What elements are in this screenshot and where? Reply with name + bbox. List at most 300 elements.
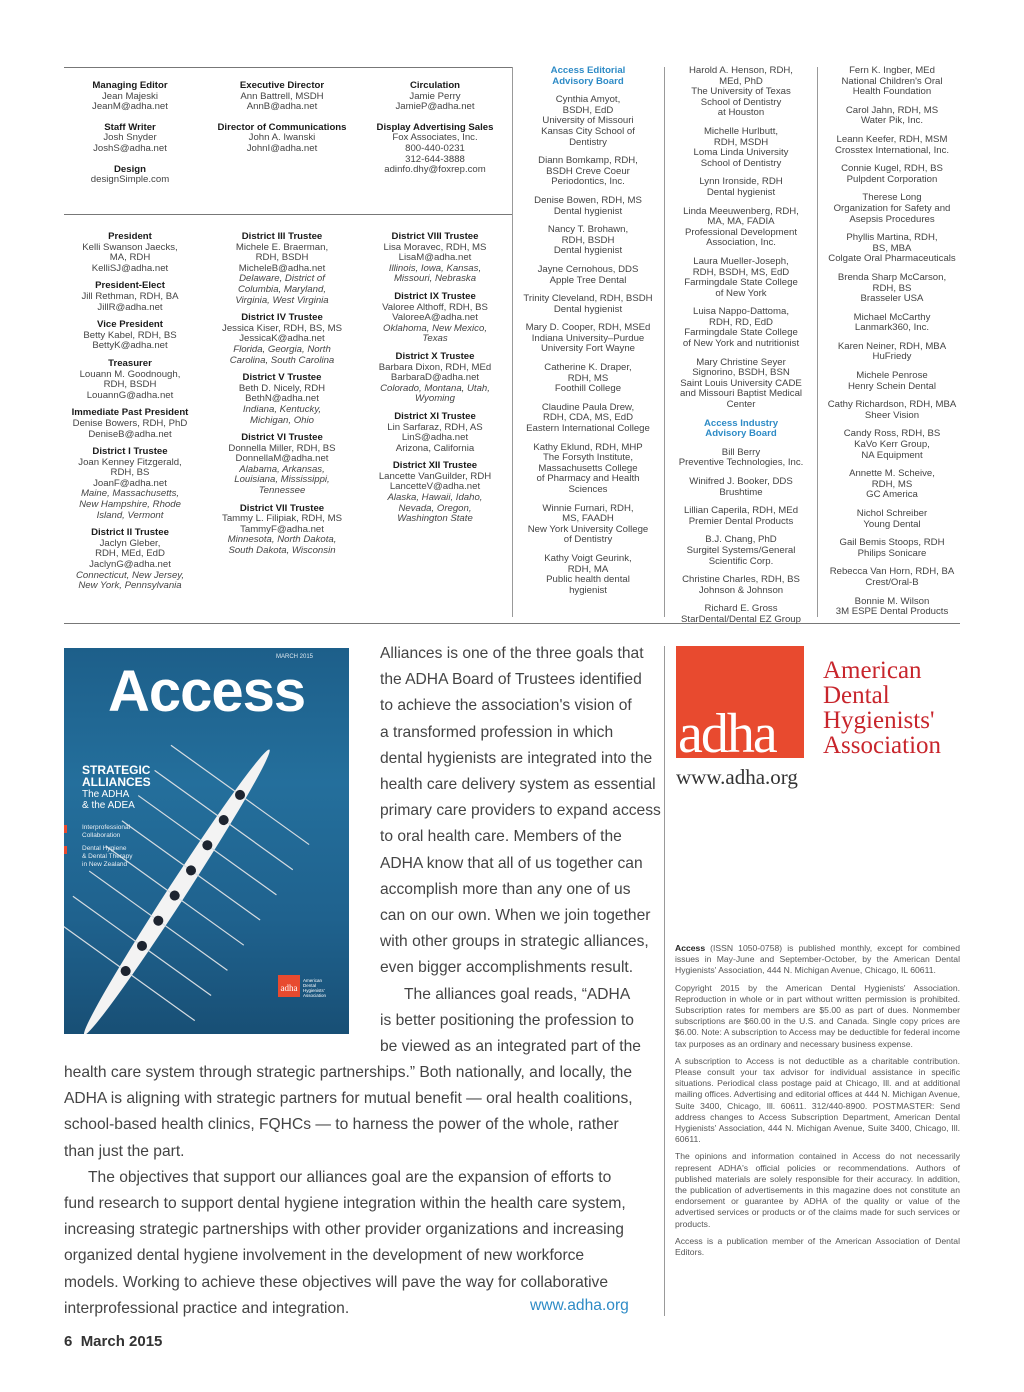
board-member <box>822 313 962 334</box>
entry-line: Tammy L. Filipiak, RDH, MS <box>222 513 342 525</box>
board-member-line: Fern K. Ingber, MEd <box>849 65 935 76</box>
board-member-line: at Houston <box>717 107 765 119</box>
board-member <box>822 164 962 185</box>
board-member-line: Laura Mueller-Joseph, <box>693 255 789 267</box>
article-line: increasing strategic partnerships with other provider organizations and increasing <box>64 1221 624 1239</box>
cover-adha-logo: adha <box>278 975 300 997</box>
board-member-line: Michelle Hurlbutt, <box>703 125 779 137</box>
entry-line: JamieP@adha.net <box>395 101 475 113</box>
board-member <box>822 509 962 530</box>
board-member-line: University Fort Wayne <box>540 343 635 355</box>
board-member-line: Kathy Eklund, RDH, MHP <box>533 441 643 453</box>
entry-line: Lin Sarfaraz, RDH, AS <box>387 421 483 433</box>
entry-region: Michigan, Ohio <box>250 414 314 426</box>
entry-line: designSimple.com <box>90 174 170 186</box>
entry-region: Maine, Massachusetts, <box>80 488 180 500</box>
board-member-line: Kathy Voigt Geurink, <box>544 552 632 564</box>
entry-title: District IX Trustee <box>394 290 476 302</box>
board-member-line: Dental hygienist <box>706 186 776 198</box>
cover-subheadline: The ADHA & the ADEA <box>82 789 135 811</box>
entry-line: LisaM@adha.net <box>398 252 472 264</box>
board-member-line: Leann Keefer, RDH, MSM <box>836 133 948 145</box>
board-member-line: Mary Christine Seyer <box>696 356 786 368</box>
article-line: dental hygienists are integrated into the <box>380 749 653 767</box>
publication-info <box>675 943 960 1264</box>
board-member <box>822 135 962 156</box>
article-line: to achieve the association's vision of <box>380 697 632 715</box>
article-url-link[interactable]: www.adha.org <box>530 1297 629 1314</box>
board-member-line: Farmingdale State College <box>684 327 798 339</box>
board-member-line: Farmingdale State College <box>684 277 798 289</box>
board-member-line: Health Foundation <box>852 86 932 98</box>
entry-region: New Hampshire, Rhode <box>79 499 181 511</box>
board-member <box>516 196 660 217</box>
board-member-line: The University of Texas <box>691 86 791 98</box>
board-member-line: Brenda Sharp McCarson, <box>837 271 947 283</box>
entry-line: JoanF@adha.net <box>93 477 167 489</box>
board-member <box>516 403 660 435</box>
board-member <box>822 193 962 225</box>
entry-region: Washington State <box>397 513 473 525</box>
cover-title: Access <box>108 659 306 724</box>
board-member-line: MEd, PhD <box>719 75 763 87</box>
entry-title: District I Trustee <box>92 446 168 458</box>
entry-region: Nevada, Oregon, <box>398 502 472 514</box>
article-line: Alliances is one of the three goals that <box>380 645 644 662</box>
entry-line: LinS@adha.net <box>401 432 469 444</box>
board-heading-line: Access Industry <box>703 417 779 429</box>
entry-line: Jaclyn Gleber, <box>99 537 161 549</box>
entry-line: RDH, BSDH <box>255 252 309 264</box>
cover-headline: STRATEGIC ALLIANCES <box>82 763 151 789</box>
entry-title: Design <box>114 163 146 175</box>
board-member <box>668 307 814 349</box>
page-number: 6 <box>64 1333 73 1350</box>
column-divider <box>512 67 513 617</box>
board-member-line: Mary D. Cooper, RDH, MSEd <box>525 322 651 334</box>
board-member-line: Foothill College <box>554 383 622 395</box>
entry-region: Indiana, Kentucky, <box>242 403 322 415</box>
membership-paragraph: Access is a publication member of the American Association of Dental Editors. <box>675 1235 960 1258</box>
board-member-line: BSDH, EdD <box>562 104 614 116</box>
board-member-line: Jayne Cernohous, DDS <box>537 263 639 275</box>
board-member-line: Public health dental <box>546 574 630 586</box>
board-member <box>822 469 962 501</box>
article-line: be viewed as an integrated part of the <box>380 1038 641 1056</box>
board-member-line: Colgate Oral Pharmaceuticals <box>828 253 956 265</box>
publication-info-paragraph: Access (ISSN 1050-0758) is published monthly, except for combined issues in May-June and September-October, by the American Dental Hygienists' Association, 444 N. Michigan Avenue, Chicago, IL 60611. <box>675 943 960 976</box>
board-member-line: Loma Linda University <box>693 147 789 159</box>
board-member <box>668 506 814 527</box>
board-member-line: The Forsyth Institute, <box>542 452 634 464</box>
entry-line: JillR@adha.net <box>97 301 163 313</box>
board-member-line: KaVo Kerr Group, <box>854 439 930 451</box>
article-line: to oral health care. Members of the <box>380 828 622 846</box>
board-member-line: Karen Neiner, RDH, MBA <box>837 340 947 352</box>
entry-line: Fox Associates, Inc. <box>392 132 478 144</box>
entry-region: Columbia, Maryland, <box>238 283 326 295</box>
issue-date: March 2015 <box>80 1333 163 1350</box>
board-member-line: Catherine K. Draper, <box>544 362 632 374</box>
copyright-paragraph: Copyright 2015 by the American Dental Hygienists' Association. Reproduction in whole or in part without written permission is prohibited. Subscription rates for members are $5.00 as part of dues. Nonmember subscriptions are $60.00 in the U.S. and Canada. Single copy prices are $6.00. Note: A subscription to Access may be deductible for federal income tax purposes as an ordinary and necessary business expense. <box>675 982 960 1049</box>
board-member <box>822 273 962 305</box>
board-member-line: Signorino, BSDH, BSN <box>692 367 790 379</box>
entry-title: District X Trustee <box>395 350 475 362</box>
board-member-line: Richard E. Gross <box>704 603 778 615</box>
board-member <box>516 265 660 286</box>
board-member-line: BSDH Creve Coeur <box>546 165 630 177</box>
board-member-line: Young Dental <box>863 518 921 530</box>
entry-line: RDH, BS <box>110 467 150 479</box>
board-member-line: Premier Dental Products <box>688 515 794 527</box>
board-member-line: Michael McCarthy <box>853 311 931 323</box>
officers-column-1 <box>64 232 196 599</box>
article-line: can on our own. When we join together <box>380 907 651 925</box>
board-member-line: of Pharmacy and Health <box>536 473 640 485</box>
adha-logo-url[interactable]: www.adha.org <box>676 765 798 789</box>
masthead-entry <box>364 352 506 405</box>
board-member-line: 3M ESPE Dental Products <box>835 606 949 618</box>
board-member-line: Apple Tree Dental <box>549 274 627 286</box>
board-member <box>668 477 814 498</box>
entry-region: Wyoming <box>415 393 455 405</box>
entry-title: District III Trustee <box>241 231 323 242</box>
entry-title: President-Elect <box>95 280 165 292</box>
entry-line: Jamie Perry <box>409 90 461 102</box>
entry-line: JeanM@adha.net <box>92 101 168 113</box>
board-member <box>822 106 962 127</box>
entry-title: Immediate Past President <box>71 407 189 419</box>
board-member-line: Pulpdent Corporation <box>846 173 938 185</box>
article-line: ADHA is aligning with strategic partners for mutual benefit — oral health coalitions, <box>64 1090 633 1108</box>
cover-teaser-1: Interprofessional Collaboration <box>82 824 131 839</box>
page-footer <box>64 1333 162 1350</box>
entry-region: Colorado, Montana, Utah, <box>380 382 490 394</box>
board-member-line: of New York <box>715 287 767 299</box>
board-member <box>668 604 814 625</box>
board-member-line: Asepsis Procedures <box>849 213 935 225</box>
column-divider <box>664 646 665 1316</box>
board-member-line: Scientific Corp. <box>708 555 774 567</box>
board-member <box>822 66 962 98</box>
entry-region: South Dakota, Wisconsin <box>228 545 336 557</box>
article-line: the ADHA Board of Trustees identified <box>380 671 642 689</box>
masthead-entry <box>64 359 196 401</box>
entry-line: LouannG@adha.net <box>86 389 174 401</box>
board-heading <box>516 66 660 87</box>
entry-line: DonnellaM@adha.net <box>235 453 329 465</box>
masthead-entry <box>214 81 350 113</box>
board-heading <box>668 419 814 440</box>
board-member <box>516 443 660 496</box>
cover-logo-text: American Dental Hygienists' Association <box>303 978 327 998</box>
board-member-line: of Dentistry <box>563 534 613 546</box>
article-text-wide <box>64 1060 633 1322</box>
entry-title: Display Advertising Sales <box>376 121 494 133</box>
entry-region: Missouri, Nebraska <box>393 273 477 285</box>
article-line: primary care providers to expand access <box>380 802 661 820</box>
entry-line: Louann M. Goodnough, <box>79 368 181 380</box>
masthead-entry <box>214 373 350 426</box>
board-member-line: Dental hygienist <box>553 303 623 315</box>
entry-title: District VII Trustee <box>239 502 325 514</box>
entry-title: District XII Trustee <box>392 460 478 472</box>
entry-region: Carolina, South Carolina <box>229 354 335 366</box>
masthead-entry <box>64 320 196 352</box>
board-member-line: Henry Schein Dental <box>848 380 936 392</box>
board-member-line: Periodontics, Inc. <box>551 176 625 188</box>
entry-line: Jessica Kiser, RDH, BS, MS <box>222 322 342 334</box>
board-member <box>822 538 962 559</box>
entry-line: LancetteV@adha.net <box>389 481 481 493</box>
masthead-staff-column-3 <box>364 81 506 186</box>
masthead-entry <box>64 81 196 113</box>
entry-title: Executive Director <box>239 80 325 91</box>
article-line: fund research to support dental hygiene integration within the health care system, <box>64 1195 626 1213</box>
board-member-line: B.J. Chang, PhD <box>705 534 777 546</box>
entry-region: Connecticut, New Jersey, <box>75 569 185 581</box>
board-member-line: RDH, BS <box>872 282 912 294</box>
entry-line: Donnella Miller, RDH, BS <box>228 442 336 454</box>
entry-region: Oklahoma, New Mexico, <box>383 322 487 334</box>
board-member-line: Christine Charles, RDH, BS <box>682 574 800 586</box>
entry-region: Alaska, Hawaii, Idaho, <box>387 492 483 504</box>
article-line: organized dental hygiene involvement in the development of new workforce <box>64 1247 585 1265</box>
board-member-line: Trinity Cleveland, RDH, BSDH <box>523 293 653 305</box>
entry-line: BettyK@adha.net <box>92 340 168 352</box>
entry-line: KelliSJ@adha.net <box>91 262 169 274</box>
entry-line: AnnB@adha.net <box>246 101 318 113</box>
board-member-line: Association, Inc. <box>706 237 776 249</box>
entry-line: MA, RDH <box>109 252 151 264</box>
entry-title: Circulation <box>409 80 461 91</box>
entry-title: District II Trustee <box>91 527 169 539</box>
entry-title: District XI Trustee <box>394 410 476 422</box>
board-member-line: Professional Development <box>685 226 797 238</box>
board-member-line: Brasseler USA <box>860 293 924 305</box>
board-member-line: Sciences <box>568 484 608 495</box>
masthead-entry <box>364 81 506 113</box>
board-member-line: Michele Penrose <box>856 370 928 382</box>
board-member-line: BS, MBA <box>872 242 912 254</box>
masthead-entry <box>364 292 506 345</box>
top-rule <box>64 67 512 68</box>
board-member <box>822 342 962 363</box>
masthead-entry <box>64 447 196 521</box>
entry-line: BarbaraD@adha.net <box>390 372 480 384</box>
board-member-line: RDH, RD, EdD <box>709 316 773 328</box>
editorial-board-column-2 <box>668 66 814 634</box>
board-member-line: Preventive Technologies, Inc. <box>678 457 804 469</box>
board-member-line: hygienist <box>569 584 607 596</box>
board-heading-line: Access Editorial <box>550 65 626 76</box>
board-member-line: Saint Louis University CADE <box>680 377 802 389</box>
board-member-line: Dental hygienist <box>553 245 623 257</box>
board-member <box>822 233 962 265</box>
board-member-line: Candy Ross, RDH, BS <box>843 428 941 440</box>
board-heading-line: Advisory Board <box>552 75 624 87</box>
board-member-line: National Children's Oral <box>841 75 943 87</box>
board-member-line: Water Pik, Inc. <box>860 115 924 127</box>
entry-region: Tennessee <box>258 485 306 497</box>
entry-title: Managing Editor <box>92 80 168 91</box>
entry-line: John A. Iwanski <box>248 132 316 144</box>
entry-region: Minnesota, North Dakota, <box>227 534 337 546</box>
adha-logo-name: American Dental Hygienists' Association <box>823 657 942 759</box>
board-member-line: Lillian Caperila, RDH, MEd <box>683 505 799 517</box>
board-member-line: and Missouri Baptist Medical <box>679 388 803 400</box>
board-member-line: StarDental/Dental EZ Group <box>681 613 801 625</box>
article-text-narrow <box>380 641 661 1060</box>
board-member <box>668 535 814 567</box>
board-member-line: Linda Meeuwenberg, RDH, <box>683 205 799 217</box>
mid-rule <box>64 214 512 215</box>
entry-line: JessicaK@adha.net <box>239 333 325 345</box>
board-member-line: Cynthia Amyot, <box>555 94 621 106</box>
entry-title: President <box>108 231 152 242</box>
board-member-line: RDH, CDA, MS, EdD <box>542 412 634 424</box>
article-line: with other groups in strategic alliances, <box>380 933 649 951</box>
board-member-line: Massachusetts College <box>538 462 638 474</box>
entry-line: Betty Kabel, RDH, BS <box>83 329 177 341</box>
editorial-board-column-1 <box>516 66 660 604</box>
masthead-entry <box>364 232 506 285</box>
board-member-line: Rebecca Van Horn, RDH, BA <box>829 566 955 578</box>
board-member-line: Carol Jahn, RDH, MS <box>845 104 939 116</box>
entry-line: Arizona, California <box>395 442 475 454</box>
board-member-line: Organization for Safety and <box>833 202 951 214</box>
board-member <box>668 66 814 119</box>
board-member-line: Philips Sonicare <box>857 547 927 559</box>
board-member <box>516 156 660 188</box>
entry-line: MicheleB@adha.net <box>238 262 326 274</box>
entry-region: Florida, Georgia, North <box>233 343 331 355</box>
entry-region: Delaware, District of <box>239 273 325 285</box>
entry-line: BethN@adha.net <box>245 393 319 405</box>
board-member-line: New York University College <box>527 523 649 535</box>
board-member-line: Connie Kugel, RDH, BS <box>841 163 943 175</box>
masthead-entry <box>364 123 506 176</box>
masthead-entry <box>64 528 196 592</box>
article-line: models. Working to achieve these objectives will pave the way for collaborative <box>64 1273 609 1291</box>
entry-region: Illinois, Iowa, Kansas, <box>388 262 482 274</box>
board-member <box>822 429 962 461</box>
board-member-line: Bill Berry <box>721 446 761 458</box>
board-member-line: Center <box>726 399 756 411</box>
board-member-line: RDH, MS <box>871 478 913 490</box>
masthead-entry <box>64 165 196 186</box>
entry-line: JaclynG@adha.net <box>89 559 171 571</box>
board-member-line: RDH, MSDH <box>713 136 769 148</box>
article-line: health care system through strategic partnerships.” Both nationally, and locally, the <box>64 1064 633 1081</box>
entry-title: Treasurer <box>108 357 152 369</box>
masthead-entry <box>214 504 350 557</box>
board-member-line: Claudine Paula Drew, <box>541 401 635 413</box>
entry-line: Jill Rethman, RDH, BA <box>81 290 179 302</box>
article-line: health care delivery system as essential <box>380 776 656 794</box>
entry-line: Jean Majeski <box>102 90 158 102</box>
masthead-staff-column-1 <box>64 81 196 196</box>
board-member <box>822 371 962 392</box>
entry-region: Island, Vermont <box>96 509 164 521</box>
teaser-marker <box>64 846 67 854</box>
board-member-line: RDH, BSDH, MS, EdD <box>692 266 790 278</box>
masthead-staff-column-2 <box>214 81 350 165</box>
board-member <box>516 363 660 395</box>
entry-line: DeniseB@adha.net <box>88 428 172 440</box>
entry-line: Michele E. Braerman, <box>235 241 329 253</box>
entry-title: Staff Writer <box>104 121 156 133</box>
board-member-line: Indiana University–Purdue <box>531 332 645 344</box>
article-line: The alliances goal reads, “ADHA <box>404 985 631 1003</box>
column-divider <box>817 67 818 617</box>
masthead-entry <box>364 412 506 454</box>
officers-column-3 <box>364 232 506 532</box>
entry-line: Valoree Althoff, RDH, BS <box>382 301 488 313</box>
board-member <box>822 400 962 421</box>
board-member-line: of New York and nutritionist <box>682 338 800 350</box>
article-line: a transformed profession in which <box>380 723 614 741</box>
board-member-line: Surgitel Systems/General <box>686 544 796 556</box>
board-member-line: Sheer Vision <box>864 409 920 421</box>
board-member-line: Crest/Oral-B <box>865 576 919 588</box>
column-divider <box>664 67 665 617</box>
board-member <box>668 177 814 198</box>
board-member <box>822 567 962 588</box>
board-member-line: Winifred J. Booker, DDS <box>689 476 793 487</box>
board-member-line: Harold A. Henson, RDH, <box>689 65 793 76</box>
entry-line: 800-440-0231 <box>405 142 465 154</box>
masthead-entry <box>214 232 350 306</box>
board-member-line: Diann Bomkamp, RDH, <box>538 155 638 167</box>
board-member-line: MS, FAADH <box>562 513 614 525</box>
masthead-entry <box>64 281 196 313</box>
board-member-line: School of Dentistry <box>700 96 782 108</box>
board-member-line: RDH, MA <box>567 563 609 575</box>
entry-line: Kelli Swanson Jaecks, <box>82 241 178 253</box>
board-member-line: MA, MA, FADIA <box>707 216 775 228</box>
masthead-entry <box>214 313 350 366</box>
article-line: is better positioning the profession to <box>380 1011 634 1029</box>
entry-region: New York, Pennsylvania <box>78 580 182 592</box>
board-member-line: Bonnie M. Wilson <box>854 595 930 607</box>
entry-title: District IV Trustee <box>241 312 323 324</box>
board-member <box>516 294 660 315</box>
entry-line: Ann Battrell, MSDH <box>240 90 324 102</box>
subscription-paragraph: A subscription to Access is not deductible as a charitable contribution. Please consult your tax advisor for individual assistance in specific situations. Periodical class postage paid at Chicago, Ill. and at additional mailing offices. Advertising and editorial offices at 444 N. Michigan Avenue, Suite 3400, Chicago, Ill. 60611. 312/440-8900. POSTMASTER: Send address changes to Access Subscription Department, American Dental Hygienists' Association, 444 N. Michigan Avenue, Suite 3400, Chicago, Ill. 60611. <box>675 1055 960 1145</box>
entry-line: Barbara Dixon, RDH, MEd <box>378 361 492 373</box>
masthead-entry <box>64 123 196 155</box>
teaser-marker <box>64 825 67 833</box>
board-member-line: Brushtime <box>719 486 763 498</box>
entry-title: District V Trustee <box>242 372 322 384</box>
board-member-line: Lynn Ironside, RDH <box>699 176 783 188</box>
entry-line: Josh Snyder <box>103 132 157 144</box>
masthead-entry <box>214 433 350 497</box>
board-member-line: School of Dentistry <box>700 157 782 169</box>
editorial-board-column-3 <box>822 66 962 626</box>
entry-region: Louisiana, Mississippi, <box>234 474 330 486</box>
board-member-line: Johnson & Johnson <box>698 584 784 596</box>
entry-line: JohnI@adha.net <box>246 142 318 154</box>
board-member-line: NA Equipment <box>861 449 923 461</box>
magazine-cover-image <box>64 648 349 1034</box>
article-line: The objectives that support our alliances goal are the expansion of efforts to <box>88 1168 612 1186</box>
officers-column-2 <box>214 232 350 564</box>
entry-line: Joan Kenney Fitzgerald, <box>78 456 182 468</box>
board-member-line: Therese Long <box>862 192 922 204</box>
cover-date: MARCH 2015 <box>276 654 314 660</box>
